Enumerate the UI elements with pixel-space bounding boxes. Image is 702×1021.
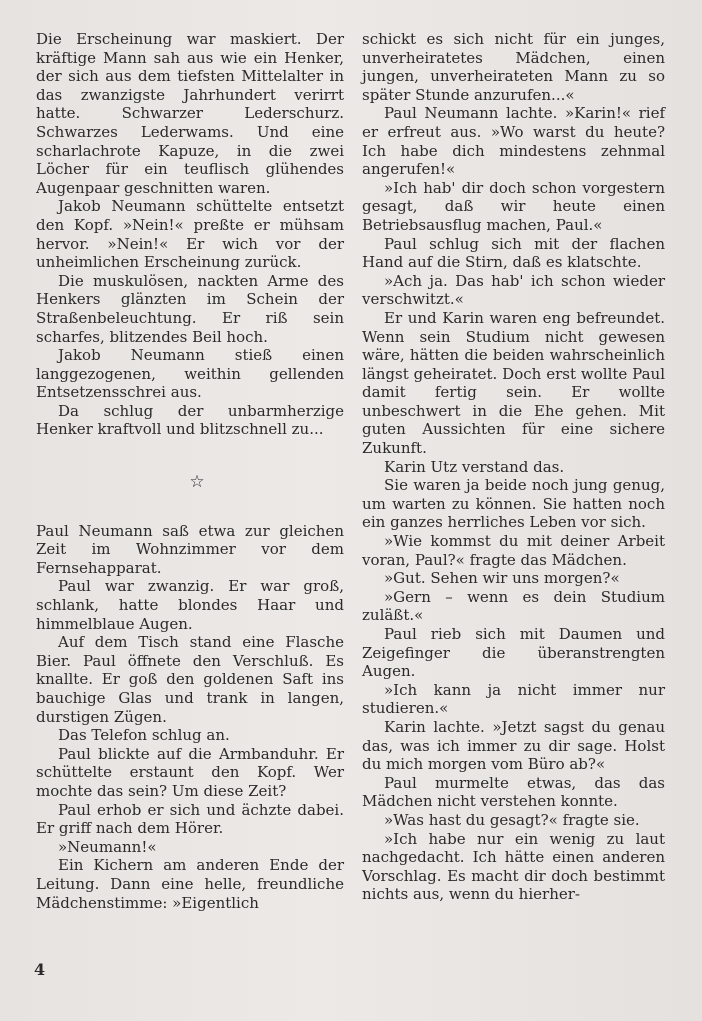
paragraph: Da schlug der unbarmherzige Henker kraftvoll und blitzschnell zu... [36,401,344,439]
paragraph: »Ich hab' dir doch schon vorgestern gesagt, daß wir heute einen Betriebsausflug machen, Paul.« [362,178,665,234]
paragraph: Paul erhob er sich und ächzte dabei. Er griff nach dem Hörer. [36,800,344,838]
paragraph: schickt es sich nicht für ein junges, unverheiratetes Mädchen, einen jungen, unverheirateten Mann zu so später Stunde anzurufen...« [362,30,665,104]
paragraph: Jakob Neumann schüttelte entsetzt den Kopf. »Nein!« preßte er mühsam hervor. »Nein!« Er wich vor der unheimlichen Erscheinung zurück. [36,197,344,272]
paragraph: Sie waren ja beide noch jung genug, um warten zu können. Sie hatten noch ein ganzes herrliches Leben vor sich. [362,476,665,532]
paragraph: Jakob Neumann stieß einen langgezogenen, weithin gellenden Entsetzensschrei aus. [36,346,344,402]
paragraph: »Ich kann ja nicht immer nur studieren.« [362,680,665,718]
paragraph: »Gern – wenn es dein Studium zuläßt.« [362,587,665,625]
paragraph: Paul Neumann saß etwa zur gleichen Zeit im Wohnzimmer vor dem Fernsehapparat. [36,521,344,577]
paragraph: »Gut. Sehen wir uns morgen?« [384,569,620,588]
paragraph: Paul blickte auf die Armbanduhr. Er schüttelte erstaunt den Kopf. Wer mochte das sein? Um diese Zeit? [36,744,344,800]
paragraph: Paul war zwanzig. Er war groß, schlank, hatte blondes Haar und himmelblaue Augen. [36,577,344,633]
paragraph: Paul murmelte etwas, das das Mädchen nicht verstehen konnte. [362,773,665,811]
paragraph: Paul Neumann lachte. »Karin!« rief er erfreut aus. »Wo warst du heute? Ich habe dich mindestens zehnmal angerufen!« [362,104,665,179]
paragraph: Ein Kichern am anderen Ende der Leitung. Dann eine helle, freundliche Mädchenstimme: »Eigentlich [36,856,344,912]
paragraph: »Neumann!« [58,837,157,856]
paragraph: Karin lachte. »Jetzt sagst du genau das, was ich immer zu dir sage. Holst du mich morgen vom Büro ab?« [362,717,665,774]
scene-break-star-icon: ☆ [189,472,205,493]
paragraph: »Ich habe nur ein wenig zu laut nachgedacht. Ich hätte einen anderen Vorschlag. Es macht dir doch bestimmt nichts aus, wenn du hierher- [362,829,665,904]
paragraph: »Was hast du gesagt?« fragte sie. [384,810,640,829]
page-number: 4 [34,960,46,979]
paragraph: »Ach ja. Das hab' ich schon wieder verschwitzt.« [362,271,665,309]
paragraph: Karin Utz verstand das. [384,457,565,476]
right-column [362,30,665,904]
paragraph: Er und Karin waren eng befreundet. Wenn sein Studium nicht gewesen wäre, hätten die beiden wahrscheinlich längst geheiratet. Doch erst wollte Paul damit fertig sein. Er wollte unbeschwert in die Ehe gehen. Mit guten Aussichten für eine sichere Zukunft. [362,308,665,458]
paragraph: Die Erscheinung war maskiert. Der kräftige Mann sah aus wie ein Henker, der sich aus dem tiefsten Mittelalter in das zwanzigste Jahrhundert verirrt hatte. Schwarzer Lederschurz. Schwarzes Lederwams. Und eine scharlachrote Kapuze, in die zwei Löcher für ein teuflisch glühendes Augenpaar geschnitten waren. [36,30,344,197]
paragraph: Das Telefon schlug an. [58,726,230,745]
paragraph: Die muskulösen, nackten Arme des Henkers glänzten im Schein der Straßenbeleuchtung. Er riß sein scharfes, blitzendes Beil hoch. [36,271,344,346]
paragraph: Paul schlug sich mit der flachen Hand auf die Stirn, daß es klatschte. [362,234,665,272]
paragraph: »Wie kommst du mit deiner Arbeit voran, Paul?« fragte das Mädchen. [362,532,665,569]
left-column [36,30,344,912]
paragraph: Auf dem Tisch stand eine Flasche Bier. Paul öffnete den Verschluß. Es knallte. Er goß den goldenen Saft ins bauchige Glas und trank in langen, durstigen Zügen. [36,633,344,726]
paragraph: Paul rieb sich mit Daumen und Zeigefinger die überanstrengten Augen. [362,625,665,681]
